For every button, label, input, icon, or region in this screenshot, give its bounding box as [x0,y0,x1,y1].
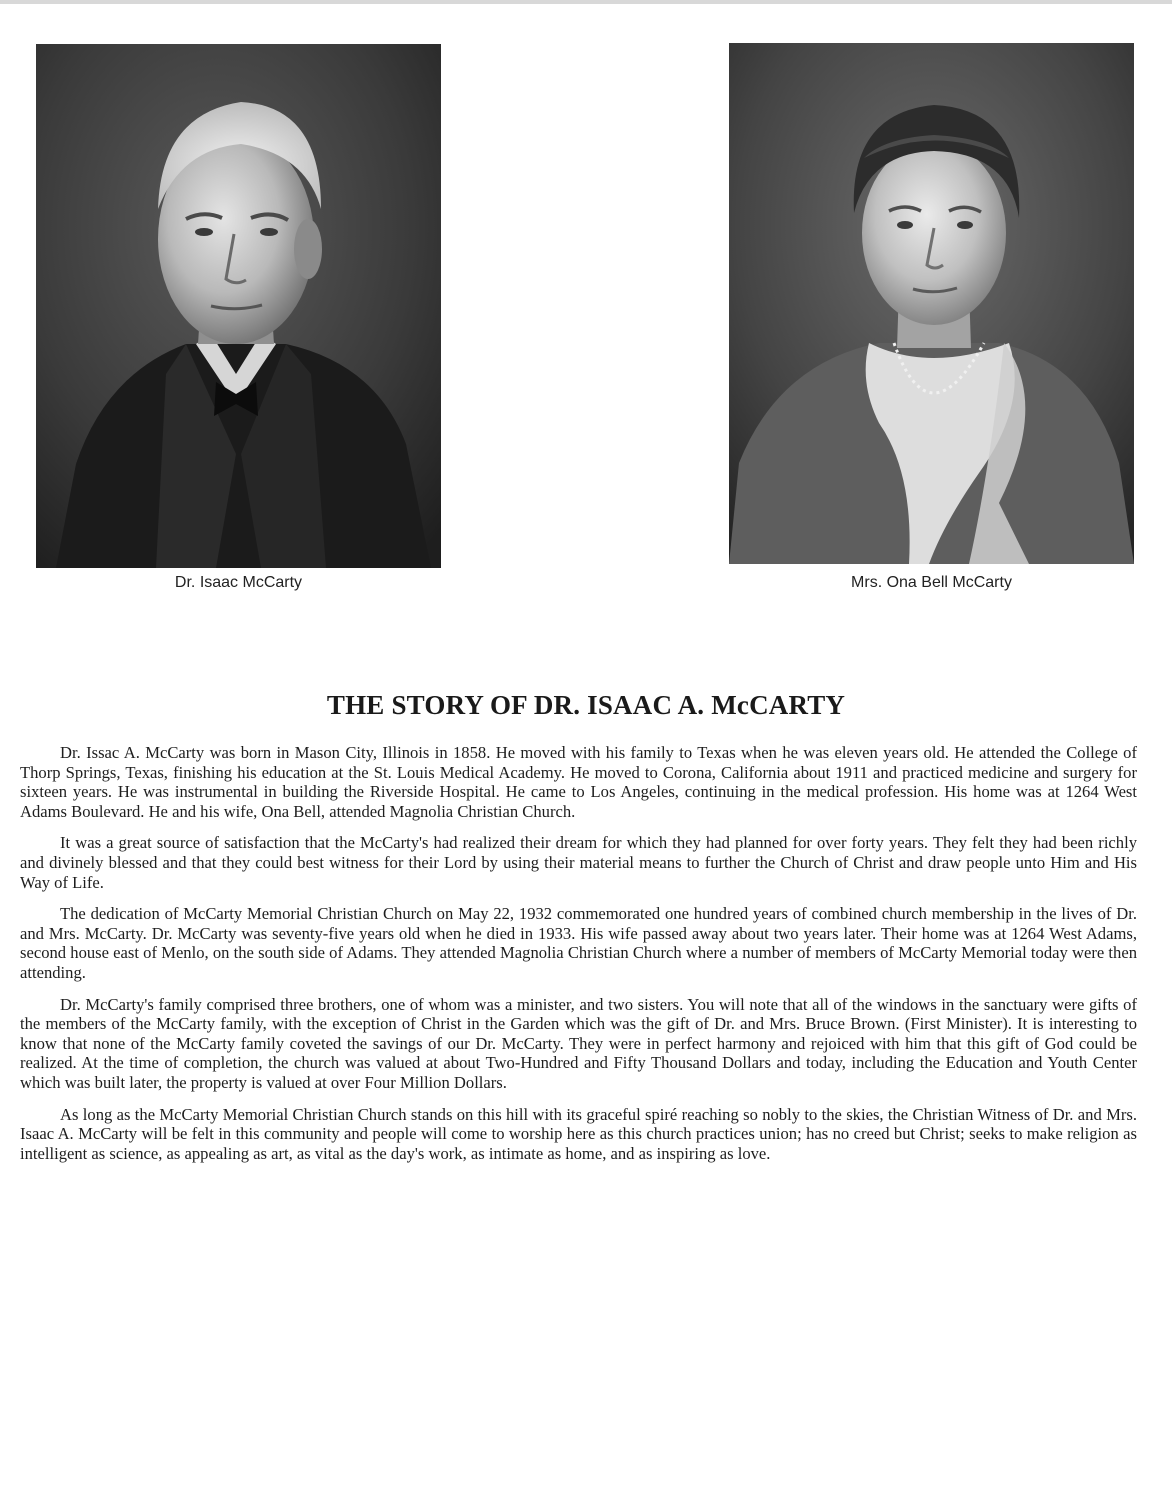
story-paragraph: As long as the McCarty Memorial Christian Church stands on this hill with its graceful spiré reaching so nobly to the skies, the Christian Witness of Dr. and Mrs. Isaac A. McCarty will be felt in this community and people will come to worship here as this church practices union; has no creed but Christ; seeks to make religion as intelligent as science, as appealing as art, as vital as the day's work, as intimate as home, and as inspiring as love. [20,1104,1137,1163]
story-paragraph: It was a great source of satisfaction that the McCarty's had realized their dream for which they had planned for over forty years. They felt they had been richly and divinely blessed and that they could best witness for their Lord by using their material means to further the Church of Christ and draw people unto Him and His Way of Life. [20,833,1137,892]
portrait-photo-illustration [729,43,1134,564]
portrait-photo-illustration [36,44,441,568]
portrait-photo-dr-isaac-mccarty [36,44,441,568]
story-paragraph: The dedication of McCarty Memorial Christian Church on May 22, 1932 commemorated one hundred years of combined church membership in the lives of Dr. and Mrs. McCarty. Dr. McCarty was seventy-five years old when he died in 1933. His wife passed away about two years later. Their home was at 1264 West Adams, second house east of Menlo, on the south side of Adams. They attended Magnolia Christian Church where a number of members of McCarty Memorial today were then attending. [20,904,1137,982]
story-paragraph: Dr. McCarty's family comprised three brothers, one of whom was a minister, and two sisters. You will note that all of the windows in the sanctuary were gifts of the members of the McCarty family, with the exception of Christ in the Garden which was the gift of Dr. and Mrs. Bruce Brown. (First Minister). It is interesting to know that none of the McCarty family coveted the savings of our Dr. McCarty. They were in perfect harmony and rejoiced with him that this gift of God could be realized. At the time of completion, the church was valued at about Two-Hundred and Fifty Thousand Dollars and today, including the Education and Youth Center which was built later, the property is valued at over Four Million Dollars. [20,994,1137,1092]
portrait-caption-left: Dr. Isaac McCarty [174,574,303,591]
story-body [20,743,1137,1175]
story-paragraph: Dr. Issac A. McCarty was born in Mason City, Illinois in 1858. He moved with his family to Texas when he was eleven years old. He attended the College of Thorp Springs, Texas, finishing his education at the St. Louis Medical Academy. He moved to Corona, California about 1911 and practiced medicine and surgery for sixteen years. He was instrumental in building the Riverside Hospital. He came to Los Angeles, continuing in the medical profession. His home was at 1264 West Adams Boulevard. He and his wife, Ona Bell, attended Magnolia Christian Church. [20,743,1137,821]
page-edge [0,0,1172,4]
story-title: THE STORY OF DR. ISAAC A. McCARTY [326,690,846,720]
portrait-caption-right: Mrs. Ona Bell McCarty [851,574,1012,591]
portrait-photo-mrs-ona-bell-mccarty [729,43,1134,564]
